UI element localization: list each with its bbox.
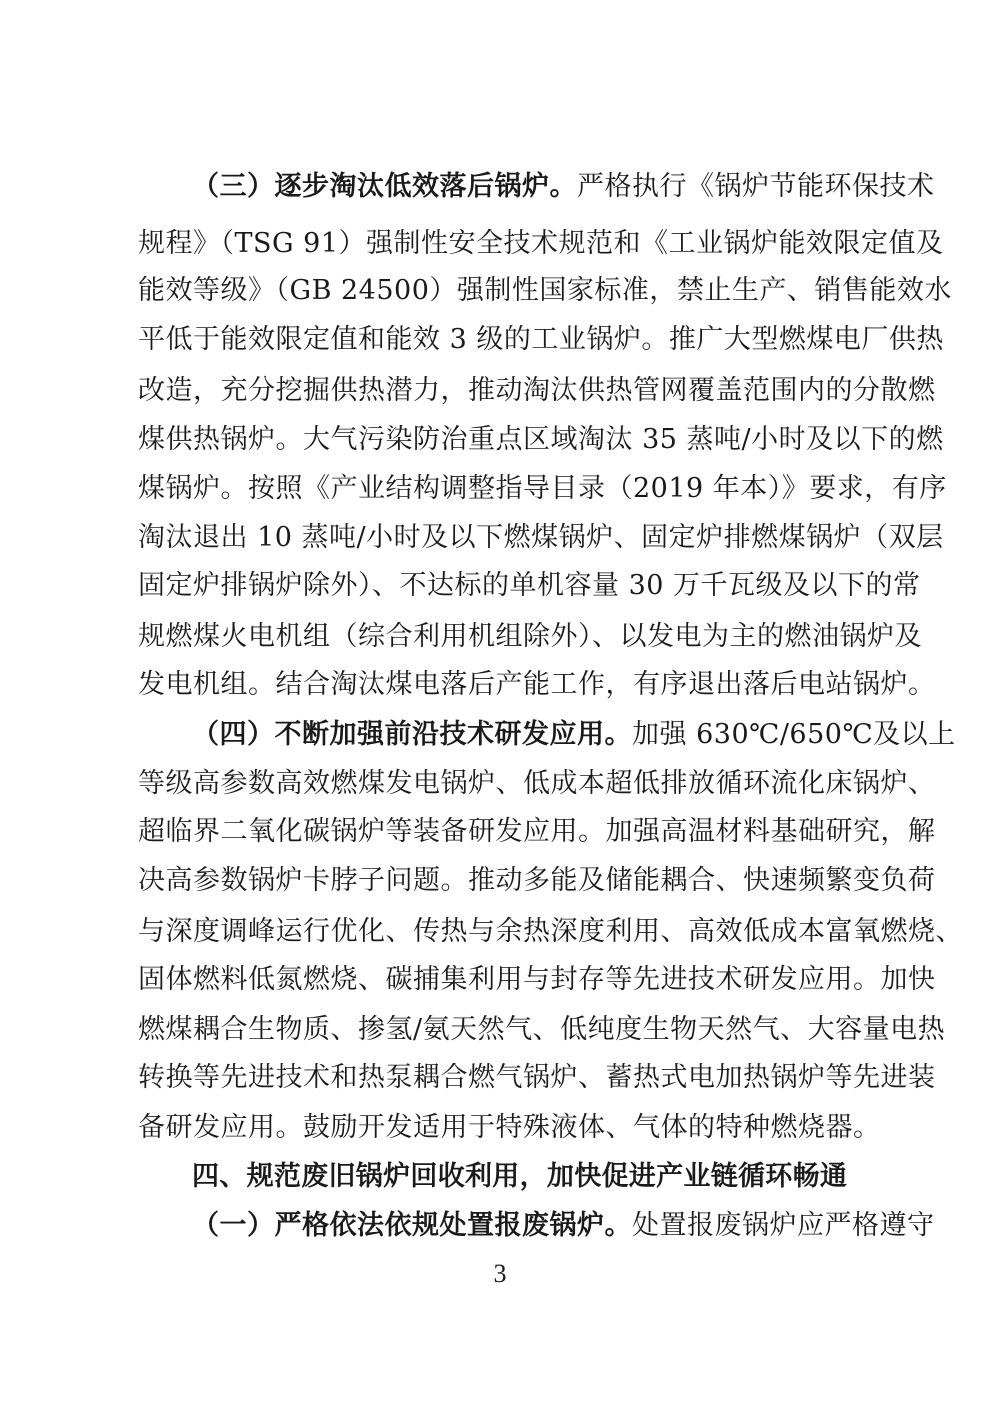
paragraph-3-line-4: 平低于能效限定值和能效 3 级的工业锅炉。推广大型燃煤电厂供热	[138, 324, 944, 355]
paragraph-3-line-9: 固定炉排锅炉除外）、不达标的单机容量 30 万千瓦级及以下的常	[138, 570, 921, 601]
paragraph-3-line-3: 能效等级》（GB 24500）强制性国家标准，禁止生产、销售能效水	[138, 275, 952, 306]
page-number: 3	[493, 1259, 507, 1288]
paragraph-4-first-rest: 加强 630℃/650℃及以上	[632, 719, 956, 750]
paragraph-4-line-8: 转换等先进技术和热泵耦合燃气锅炉、蓄热式电加热锅炉等先进装	[138, 1062, 936, 1093]
paragraph-3-line-1	[192, 167, 935, 207]
paragraph-3-lead: （三）逐步淘汰低效落后锅炉。	[192, 171, 577, 202]
paragraph-4-lead: （四）不断加强前沿技术研发应用。	[192, 719, 632, 750]
paragraph-4-line-2: 等级高参数高效燃煤发电锅炉、低成本超低排放循环流化床锅炉、	[138, 768, 936, 799]
paragraph-4-line-9: 备研发应用。鼓励开发适用于特殊液体、气体的特种燃烧器。	[138, 1112, 881, 1143]
paragraph-5-lead: （一）严格依法依规处置报废锅炉。	[192, 1210, 632, 1241]
paragraph-3-line-5: 改造，充分挖掘供热潜力，推动淘汰供热管网覆盖范围内的分散燃	[138, 375, 936, 406]
section-4-heading: 四、规范废旧锅炉回收利用，加快促进产业链循环畅通	[192, 1161, 848, 1192]
paragraph-3-line-7: 煤锅炉。按照《产业结构调整指导目录（2019 年本）》要求，有序	[138, 473, 947, 504]
paragraph-5-line-1	[192, 1206, 935, 1246]
paragraph-3-line-2: 规程》（TSG 91）强制性安全技术规范和《工业锅炉能效限定值及	[138, 228, 944, 259]
paragraph-4-line-7: 燃煤耦合生物质、掺氢/氨天然气、低纯度生物天然气、大容量电热	[138, 1014, 946, 1045]
paragraph-4-line-3: 超临界二氧化碳锅炉等装备研发应用。加强高温材料基础研究，解	[138, 816, 936, 847]
paragraph-3-line-8: 淘汰退出 10 蒸吨/小时及以下燃煤锅炉、固定炉排燃煤锅炉（双层	[138, 522, 944, 553]
paragraph-4-line-1	[192, 715, 956, 755]
paragraph-4-line-6: 固体燃料低氮燃烧、碳捕集利用与封存等先进技术研发应用。加快	[138, 964, 936, 995]
paragraph-3-first-rest: 严格执行《锅炉节能环保技术	[577, 171, 935, 202]
paragraph-3-line-6: 煤供热锅炉。大气污染防治重点区域淘汰 35 蒸吨/小时及以下的燃	[138, 424, 944, 455]
paragraph-3-line-10: 规燃煤火电机组（综合利用机组除外）、以发电为主的燃油锅炉及	[138, 621, 922, 652]
paragraph-4-line-5: 与深度调峰运行优化、传热与余热深度利用、高效低成本富氧燃烧、	[138, 916, 963, 947]
paragraph-5-first-rest: 处置报废锅炉应严格遵守	[632, 1210, 935, 1241]
paragraph-4-line-4: 决高参数锅炉卡脖子问题。推动多能及储能耦合、快速频繁变负荷	[138, 865, 936, 896]
paragraph-3-line-11: 发电机组。结合淘汰煤电落后产能工作，有序退出落后电站锅炉。	[138, 669, 936, 700]
